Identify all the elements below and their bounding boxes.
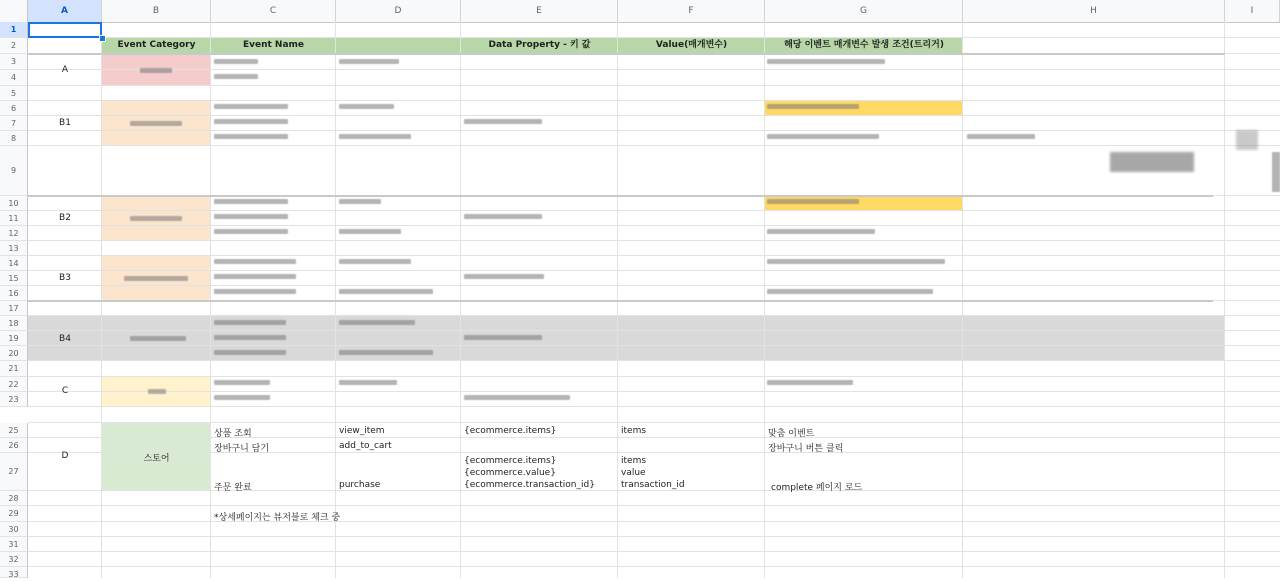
row-header[interactable]: 23 [0,392,28,407]
column-header-b[interactable]: B [102,0,211,22]
row-header[interactable]: 33 [0,567,28,578]
data-property-line: {ecommerce.value} [464,468,556,478]
row-header[interactable]: 20 [0,346,28,361]
redacted-text [214,350,286,355]
redacted-text [339,229,401,234]
section-label-a: A [61,65,69,75]
data-property-line: {ecommerce.transaction_id} [464,480,595,490]
section-label-b4: B4 [59,334,71,344]
gray-band-b4 [28,316,1225,361]
redacted-text [767,380,853,385]
row-header[interactable]: 11 [0,211,28,226]
row-header[interactable]: 18 [0,316,28,331]
row-header[interactable]: 22 [0,377,28,392]
redacted-text [464,214,542,219]
header-event-name: Event Name [242,40,305,50]
column-header-g[interactable]: G [765,0,963,22]
redacted-text [214,74,258,79]
row-header[interactable]: 13 [0,241,28,256]
row-header[interactable]: 6 [0,101,28,116]
event-key-cell: purchase [339,480,381,490]
redacted-text [767,289,933,294]
redacted-text [339,104,394,109]
column-header-c[interactable]: C [211,0,336,22]
fill-handle[interactable] [99,35,106,42]
row-header[interactable]: 5 [0,86,28,101]
redacted-text [339,134,411,139]
row-header[interactable]: 21 [0,361,28,377]
redacted-text [214,229,288,234]
trigger-cell: 장바구니 버튼 클릭 [768,444,844,454]
redacted-text [339,259,411,264]
redacted-text [464,335,542,340]
redacted-text [767,259,945,264]
redacted-text [130,216,182,221]
redacted-text [339,380,397,385]
value-line: transaction_id [621,480,685,490]
row-header[interactable]: 31 [0,537,28,552]
redacted-text [214,395,270,400]
redacted-image [1110,152,1194,172]
redacted-text [214,380,270,385]
column-header-i[interactable]: I [1225,0,1280,22]
row-header[interactable]: 32 [0,552,28,567]
redacted-text [767,199,859,204]
row-header[interactable]: 17 [0,301,28,316]
event-key-cell: view_item [339,426,385,436]
section-label-b2: B2 [59,213,71,223]
redacted-text [214,134,288,139]
row-header[interactable]: 10 [0,196,28,211]
data-property-cell: {ecommerce.items} [464,426,557,436]
section-label-b3: B3 [59,273,71,283]
row-header[interactable]: 25 [0,423,28,438]
redacted-text [214,320,286,325]
row-header[interactable]: 3 [0,54,28,70]
redacted-text [214,289,296,294]
redacted-text [130,121,182,126]
row-header[interactable]: 2 [0,38,28,54]
value-line: items [621,456,647,466]
column-header-d[interactable]: D [336,0,461,22]
redacted-text [339,350,433,355]
column-header-h[interactable]: H [963,0,1225,22]
redacted-image [1236,130,1258,150]
row-header[interactable]: 16 [0,286,28,301]
redacted-text [214,119,288,124]
row-header[interactable]: 12 [0,226,28,241]
row-header[interactable]: 30 [0,522,28,537]
redacted-text [464,119,542,124]
note-cell: *상세페이지는 뷰저블로 체크 중 [214,513,341,523]
trigger-cell: 맞춤 이벤트 [768,429,815,439]
redacted-text [767,104,859,109]
event-name-cell: 상품 조회 [214,429,252,439]
column-header-e[interactable]: E [461,0,618,22]
row-header[interactable]: 4 [0,70,28,86]
redacted-text [767,134,879,139]
redacted-text [140,68,172,73]
redacted-text [464,395,570,400]
row-header[interactable]: 19 [0,331,28,346]
active-cell-selection[interactable] [28,22,102,38]
section-label-d: D [61,451,69,461]
row-header[interactable]: 7 [0,116,28,131]
redacted-text [214,214,288,219]
row-header[interactable]: 15 [0,271,28,286]
redacted-text [339,320,415,325]
select-all-corner[interactable] [0,0,28,22]
row-header[interactable]: 8 [0,131,28,146]
row-header[interactable]: 1 [0,22,28,38]
header-event-category: Event Category [117,40,196,50]
redacted-text [339,289,433,294]
redacted-text [148,389,166,394]
event-key-cell: add_to_cart [339,441,392,451]
redacted-text [1272,152,1280,192]
redacted-text [767,229,875,234]
header-data-property: Data Property - 키 값 [488,40,591,50]
row-header[interactable]: 28 [0,491,28,506]
redacted-text [767,59,885,64]
section-label-b1: B1 [59,118,71,128]
redacted-text [214,274,296,279]
trigger-cell: complete 페이지 로드 [771,483,863,493]
event-name-cell: 주문 완료 [214,483,252,493]
redacted-text [339,59,399,64]
row-header[interactable]: 26 [0,438,28,453]
value-cell: items [621,426,647,436]
redacted-text [214,104,288,109]
redacted-text [339,199,381,204]
redacted-text [967,134,1035,139]
value-line: value [621,468,646,478]
row-header[interactable]: 29 [0,506,28,522]
redacted-text [214,59,258,64]
redacted-text [130,336,186,341]
row-header[interactable]: 14 [0,256,28,271]
redacted-text [214,335,286,340]
redacted-text [214,199,288,204]
row-header[interactable]: 9 [0,146,28,196]
category-store: 스토어 [143,454,170,464]
section-label-c: C [61,386,69,396]
row-header[interactable]: 27 [0,453,28,491]
header-value: Value(매개변수) [655,40,728,50]
redacted-text [124,276,188,281]
redacted-text [214,259,296,264]
redacted-text [464,274,544,279]
header-trigger: 해당 이벤트 매개변수 발생 조건(트리거) [784,40,944,50]
event-name-cell: 장바구니 담기 [214,444,270,454]
data-property-line: {ecommerce.items} [464,456,557,466]
column-header-a[interactable]: A [28,0,102,22]
column-header-f[interactable]: F [618,0,765,22]
